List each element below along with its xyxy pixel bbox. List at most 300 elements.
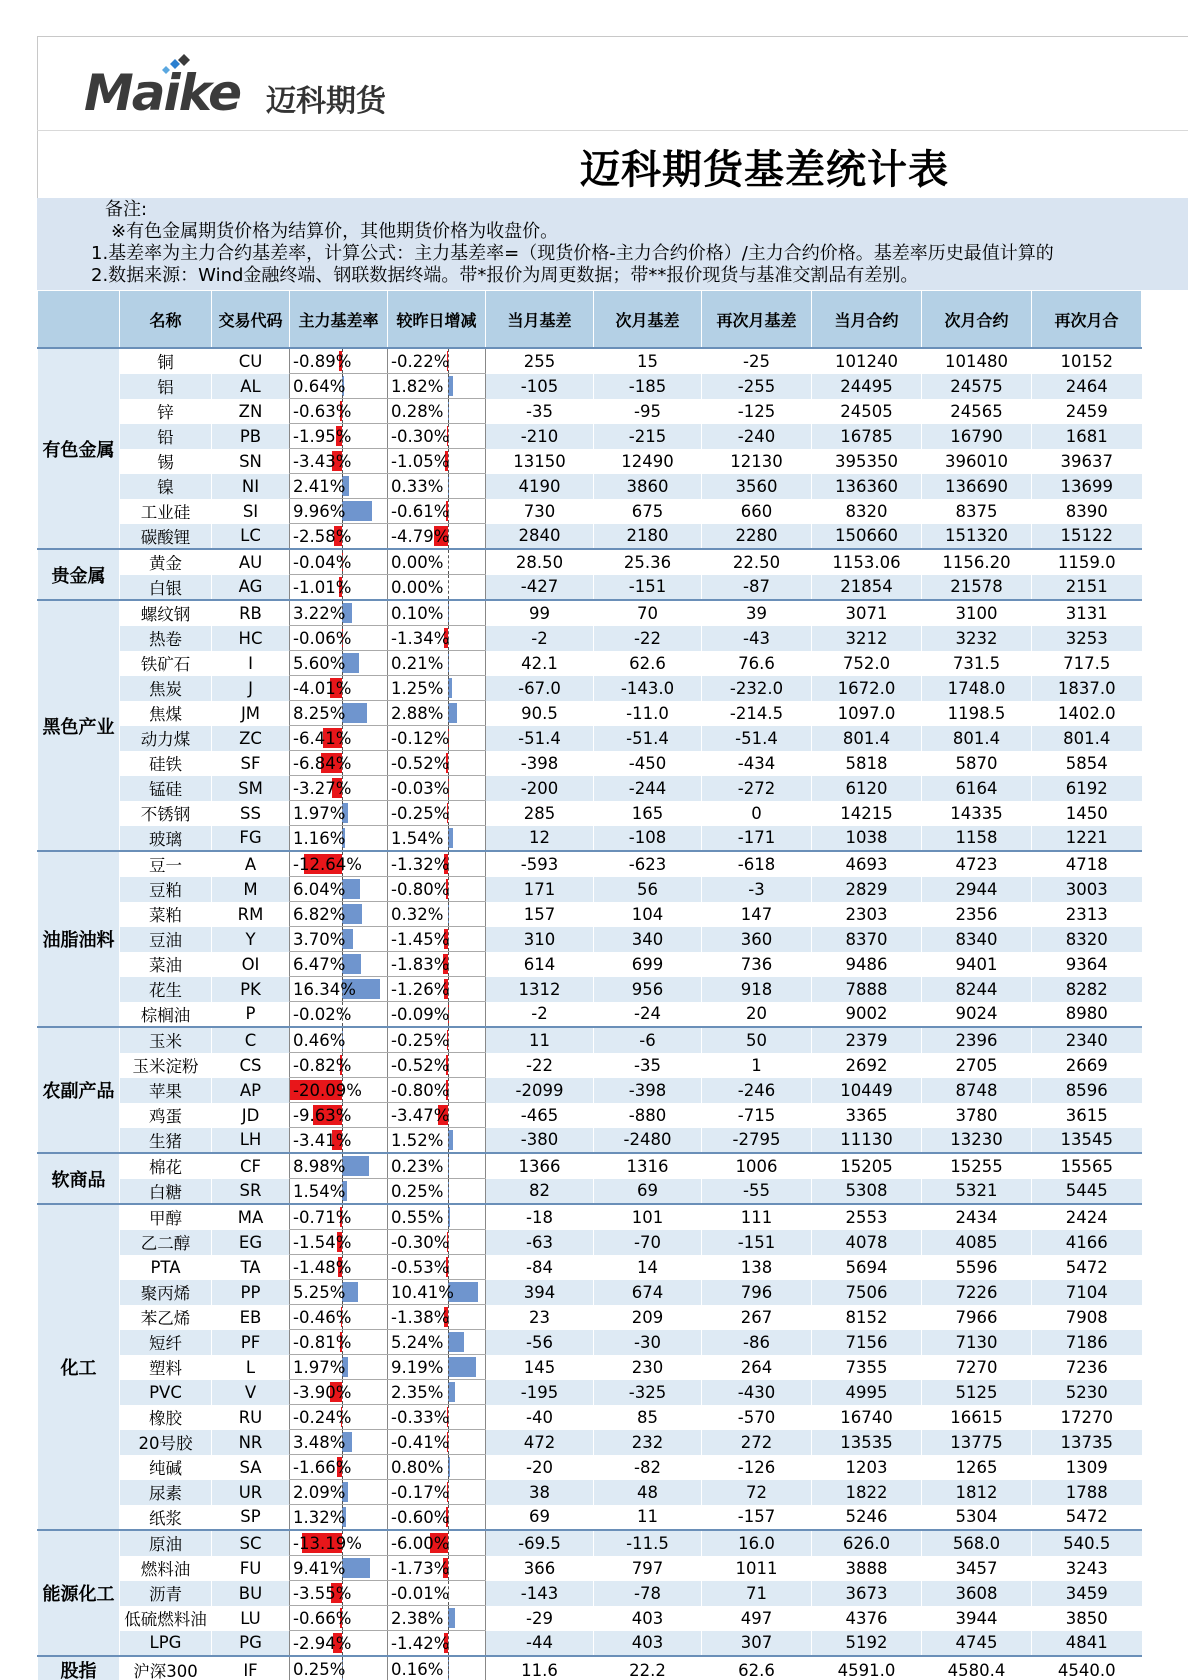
table-row: [38, 1355, 1142, 1380]
third-contract-cell: 2459: [1032, 399, 1142, 424]
next-contract-cell: 3100: [922, 600, 1032, 626]
cur-basis-cell: 23: [486, 1305, 594, 1330]
cur-basis-cell: -143: [486, 1581, 594, 1606]
table-row: [38, 474, 1142, 499]
bar-axis: [448, 601, 449, 625]
name-cell: PVC: [120, 1380, 212, 1405]
name-cell: 生猪: [120, 1128, 212, 1154]
cur-contract-cell: 5246: [812, 1505, 922, 1531]
next-contract-cell: 5321: [922, 1179, 1032, 1205]
next-contract-cell: 801.4: [922, 726, 1032, 751]
bar-axis: [448, 575, 449, 599]
name-cell: 动力煤: [120, 726, 212, 751]
code-cell: BU: [212, 1581, 290, 1606]
third-basis-cell: 72: [702, 1480, 812, 1505]
next-basis-cell: -623: [594, 851, 702, 877]
next-contract-cell: 24565: [922, 399, 1032, 424]
table-row: [38, 826, 1142, 852]
name-cell: 鸡蛋: [120, 1103, 212, 1128]
daily-change-value: -0.01%: [391, 1583, 450, 1603]
main-rate-value: -3.90%: [293, 1382, 352, 1402]
table-row: [38, 600, 1142, 626]
note-heading: 备注:: [105, 199, 148, 220]
name-cell: 花生: [120, 977, 212, 1002]
next-contract-cell: 14335: [922, 801, 1032, 826]
main-rate-bar-cell: [290, 1556, 388, 1581]
cur-contract-cell: 21854: [812, 575, 922, 601]
third-basis-cell: -214.5: [702, 701, 812, 726]
daily-change-value: 1.54%: [391, 828, 444, 848]
header-next-month-basis: 次月基差: [594, 291, 702, 349]
code-cell: AL: [212, 374, 290, 399]
main-rate-bar-cell: [290, 1355, 388, 1380]
header-third-contract: 再次月合: [1032, 291, 1142, 349]
main-rate-value: -0.02%: [293, 1004, 352, 1024]
next-contract-cell: 136690: [922, 474, 1032, 499]
cur-basis-cell: -22: [486, 1053, 594, 1078]
third-basis-cell: -55: [702, 1179, 812, 1205]
cur-basis-cell: -51.4: [486, 726, 594, 751]
daily-change-bar-cell: [388, 399, 486, 424]
third-contract-cell: 15565: [1032, 1153, 1142, 1179]
cur-basis-cell: -18: [486, 1204, 594, 1230]
code-cell: FG: [212, 826, 290, 852]
name-cell: 聚丙烯: [120, 1280, 212, 1305]
main-rate-bar-cell: [290, 1078, 388, 1103]
code-cell: SM: [212, 776, 290, 801]
main-rate-bar-cell: [290, 575, 388, 601]
positive-bar: [448, 703, 457, 723]
code-cell: JD: [212, 1103, 290, 1128]
main-rate-bar-cell: [290, 424, 388, 449]
cur-contract-cell: 9002: [812, 1002, 922, 1028]
third-basis-cell: -171: [702, 826, 812, 852]
daily-change-value: -0.03%: [391, 778, 450, 798]
daily-change-value: 0.55%: [391, 1207, 444, 1227]
table-row: [38, 977, 1142, 1002]
cur-contract-cell: 8370: [812, 927, 922, 952]
next-basis-cell: -2480: [594, 1128, 702, 1154]
third-contract-cell: 13545: [1032, 1128, 1142, 1154]
daily-change-bar-cell: [388, 1204, 486, 1230]
code-cell: SN: [212, 449, 290, 474]
third-basis-cell: -272: [702, 776, 812, 801]
bar-axis: [448, 474, 449, 498]
daily-change-bar-cell: [388, 1631, 486, 1657]
daily-change-bar-cell: [388, 600, 486, 626]
positive-bar: [448, 1332, 464, 1352]
main-rate-value: -9.63%: [293, 1105, 352, 1125]
bar-axis: [448, 1205, 449, 1229]
daily-change-bar-cell: [388, 524, 486, 550]
next-contract-cell: 2356: [922, 902, 1032, 927]
next-contract-cell: 1748.0: [922, 676, 1032, 701]
third-contract-cell: 1159.0: [1032, 549, 1142, 575]
code-cell: SS: [212, 801, 290, 826]
third-basis-cell: -157: [702, 1505, 812, 1531]
cur-contract-cell: 3071: [812, 600, 922, 626]
cur-contract-cell: 2379: [812, 1027, 922, 1053]
main-rate-bar-cell: [290, 1480, 388, 1505]
third-basis-cell: -51.4: [702, 726, 812, 751]
daily-change-value: -0.17%: [391, 1482, 450, 1502]
cur-basis-cell: 28.50: [486, 549, 594, 575]
code-cell: M: [212, 877, 290, 902]
next-basis-cell: 674: [594, 1280, 702, 1305]
main-rate-bar-cell: [290, 1103, 388, 1128]
third-contract-cell: 7908: [1032, 1305, 1142, 1330]
name-cell: 甲醇: [120, 1204, 212, 1230]
third-contract-cell: 13735: [1032, 1430, 1142, 1455]
next-contract-cell: 5125: [922, 1380, 1032, 1405]
table-row: [38, 701, 1142, 726]
third-basis-cell: -43: [702, 626, 812, 651]
third-contract-cell: 15122: [1032, 524, 1142, 550]
cur-basis-cell: -105: [486, 374, 594, 399]
next-basis-cell: 797: [594, 1556, 702, 1581]
main-rate-value: -3.55%: [293, 1583, 352, 1603]
next-contract-cell: 15255: [922, 1153, 1032, 1179]
next-basis-cell: 2180: [594, 524, 702, 550]
daily-change-value: -1.45%: [391, 929, 450, 949]
bar-axis: [448, 1657, 449, 1680]
category-cell: 化工: [38, 1204, 120, 1530]
page-title: 迈科期货基差统计表: [580, 147, 949, 193]
positive-bar: [342, 703, 367, 723]
main-rate-value: 9.96%: [293, 501, 346, 521]
daily-change-value: 5.24%: [391, 1332, 444, 1352]
table-row: [38, 1380, 1142, 1405]
third-contract-cell: 5854: [1032, 751, 1142, 776]
main-rate-value: 2.41%: [293, 476, 346, 496]
daily-change-bar-cell: [388, 952, 486, 977]
next-contract-cell: 7130: [922, 1330, 1032, 1355]
daily-change-value: -0.52%: [391, 1055, 450, 1075]
third-basis-cell: -232.0: [702, 676, 812, 701]
name-cell: 锡: [120, 449, 212, 474]
main-rate-value: -0.89%: [293, 351, 352, 371]
third-basis-cell: 147: [702, 902, 812, 927]
third-contract-cell: 2464: [1032, 374, 1142, 399]
code-cell: AP: [212, 1078, 290, 1103]
table-row: [38, 1405, 1142, 1430]
next-contract-cell: 16615: [922, 1405, 1032, 1430]
daily-change-bar-cell: [388, 1530, 486, 1556]
cur-basis-cell: -44: [486, 1631, 594, 1657]
table-row: [38, 676, 1142, 701]
daily-change-value: -0.80%: [391, 1080, 450, 1100]
next-contract-cell: 7966: [922, 1305, 1032, 1330]
main-rate-value: 3.70%: [293, 929, 346, 949]
name-cell: 塑料: [120, 1355, 212, 1380]
code-cell: RB: [212, 600, 290, 626]
table-row: [38, 1505, 1142, 1531]
daily-change-value: -0.12%: [391, 728, 450, 748]
name-cell: 20号胶: [120, 1430, 212, 1455]
main-rate-bar-cell: [290, 902, 388, 927]
bar-axis: [448, 550, 449, 574]
next-contract-cell: 7226: [922, 1280, 1032, 1305]
name-cell: 玉米淀粉: [120, 1053, 212, 1078]
cur-contract-cell: 150660: [812, 524, 922, 550]
daily-change-value: -1.26%: [391, 979, 450, 999]
code-cell: SR: [212, 1179, 290, 1205]
cur-contract-cell: 752.0: [812, 651, 922, 676]
cur-basis-cell: -593: [486, 851, 594, 877]
name-cell: 沪深300: [120, 1656, 212, 1680]
cur-basis-cell: -210: [486, 424, 594, 449]
cur-contract-cell: 3212: [812, 626, 922, 651]
third-basis-cell: 267: [702, 1305, 812, 1330]
third-contract-cell: 4841: [1032, 1631, 1142, 1657]
third-contract-cell: 2340: [1032, 1027, 1142, 1053]
table-row: [38, 374, 1142, 399]
code-cell: RM: [212, 902, 290, 927]
next-contract-cell: 4723: [922, 851, 1032, 877]
cur-basis-cell: -20: [486, 1455, 594, 1480]
third-basis-cell: 76.6: [702, 651, 812, 676]
main-rate-value: -1.66%: [293, 1457, 352, 1477]
table-row: [38, 575, 1142, 601]
daily-change-bar-cell: [388, 499, 486, 524]
daily-change-value: 0.25%: [391, 1181, 444, 1201]
name-cell: 锌: [120, 399, 212, 424]
next-basis-cell: -78: [594, 1581, 702, 1606]
table-row: [38, 751, 1142, 776]
table-row: [38, 1530, 1142, 1556]
next-basis-cell: 956: [594, 977, 702, 1002]
main-rate-value: -12.64%: [293, 854, 362, 874]
next-contract-cell: 8748: [922, 1078, 1032, 1103]
cur-basis-cell: 1366: [486, 1153, 594, 1179]
next-basis-cell: 232: [594, 1430, 702, 1455]
table-row: [38, 1027, 1142, 1053]
main-rate-value: -0.82%: [293, 1055, 352, 1075]
cur-contract-cell: 1038: [812, 826, 922, 852]
main-rate-bar-cell: [290, 1002, 388, 1028]
next-basis-cell: 22.2: [594, 1656, 702, 1680]
positive-bar: [342, 1558, 370, 1578]
note-line-3: 2.数据来源：Wind金融终端、钢联数据终端。带*报价为周更数据；带**报价现货与基准交割品有差别。: [91, 265, 919, 286]
third-basis-cell: 918: [702, 977, 812, 1002]
third-contract-cell: 1450: [1032, 801, 1142, 826]
third-basis-cell: 2280: [702, 524, 812, 550]
third-contract-cell: 2151: [1032, 575, 1142, 601]
cur-basis-cell: -380: [486, 1128, 594, 1154]
cur-contract-cell: 4591.0: [812, 1656, 922, 1680]
table-row: [38, 524, 1142, 550]
table-row: [38, 851, 1142, 877]
name-cell: 苹果: [120, 1078, 212, 1103]
next-basis-cell: 165: [594, 801, 702, 826]
header-current-contract: 当月合约: [812, 291, 922, 349]
daily-change-value: 0.32%: [391, 904, 444, 924]
header-divider: [37, 130, 1188, 131]
daily-change-value: 0.00%: [391, 577, 444, 597]
name-cell: 短纤: [120, 1330, 212, 1355]
cur-contract-cell: 395350: [812, 449, 922, 474]
table-row: [38, 1230, 1142, 1255]
name-cell: 焦煤: [120, 701, 212, 726]
next-contract-cell: 3457: [922, 1556, 1032, 1581]
cur-basis-cell: -200: [486, 776, 594, 801]
daily-change-bar-cell: [388, 1355, 486, 1380]
main-rate-value: -2.58%: [293, 526, 352, 546]
third-contract-cell: 39637: [1032, 449, 1142, 474]
third-basis-cell: -86: [702, 1330, 812, 1355]
main-rate-value: 0.46%: [293, 1030, 346, 1050]
main-rate-value: 1.16%: [293, 828, 346, 848]
next-basis-cell: 1316: [594, 1153, 702, 1179]
cur-basis-cell: 90.5: [486, 701, 594, 726]
third-basis-cell: 50: [702, 1027, 812, 1053]
daily-change-bar-cell: [388, 701, 486, 726]
main-rate-bar-cell: [290, 524, 388, 550]
code-cell: ZC: [212, 726, 290, 751]
main-rate-bar-cell: [290, 1606, 388, 1631]
third-basis-cell: 264: [702, 1355, 812, 1380]
daily-change-bar-cell: [388, 474, 486, 499]
bar-axis: [448, 1455, 449, 1479]
daily-change-value: -1.42%: [391, 1633, 450, 1653]
next-basis-cell: -880: [594, 1103, 702, 1128]
code-cell: MA: [212, 1204, 290, 1230]
daily-change-value: -1.73%: [391, 1558, 450, 1578]
third-basis-cell: -25: [702, 348, 812, 374]
name-cell: 纸浆: [120, 1505, 212, 1531]
basis-table: [37, 290, 1142, 1680]
daily-change-bar-cell: [388, 1480, 486, 1505]
cur-basis-cell: -195: [486, 1380, 594, 1405]
header-category: [38, 291, 120, 349]
third-contract-cell: 1788: [1032, 1480, 1142, 1505]
next-basis-cell: -325: [594, 1380, 702, 1405]
name-cell: 玻璃: [120, 826, 212, 852]
name-cell: 白银: [120, 575, 212, 601]
third-basis-cell: 497: [702, 1606, 812, 1631]
cur-contract-cell: 24505: [812, 399, 922, 424]
cur-basis-cell: -56: [486, 1330, 594, 1355]
next-contract-cell: 24575: [922, 374, 1032, 399]
name-cell: 苯乙烯: [120, 1305, 212, 1330]
next-contract-cell: 101480: [922, 348, 1032, 374]
main-rate-bar-cell: [290, 1380, 388, 1405]
main-rate-value: -1.01%: [293, 577, 352, 597]
third-contract-cell: 801.4: [1032, 726, 1142, 751]
daily-change-bar-cell: [388, 424, 486, 449]
main-rate-bar-cell: [290, 1053, 388, 1078]
main-rate-value: -0.71%: [293, 1207, 352, 1227]
main-rate-bar-cell: [290, 1530, 388, 1556]
next-contract-cell: 5596: [922, 1255, 1032, 1280]
next-contract-cell: 13230: [922, 1128, 1032, 1154]
cur-basis-cell: 13150: [486, 449, 594, 474]
table-row: [38, 1330, 1142, 1355]
logo-brand-cn: 迈科期货: [266, 84, 386, 119]
third-contract-cell: 8282: [1032, 977, 1142, 1002]
header-row: [38, 291, 1142, 349]
main-rate-value: 6.82%: [293, 904, 346, 924]
category-cell: 能源化工: [38, 1530, 120, 1656]
main-rate-value: 9.41%: [293, 1558, 346, 1578]
third-contract-cell: 8320: [1032, 927, 1142, 952]
next-basis-cell: 209: [594, 1305, 702, 1330]
main-rate-value: -1.54%: [293, 1232, 352, 1252]
daily-change-bar-cell: [388, 1128, 486, 1154]
third-basis-cell: 1006: [702, 1153, 812, 1179]
third-basis-cell: -87: [702, 575, 812, 601]
daily-change-bar-cell: [388, 1027, 486, 1053]
daily-change-bar-cell: [388, 1002, 486, 1028]
positive-bar: [342, 501, 372, 521]
code-cell: JM: [212, 701, 290, 726]
third-basis-cell: 71: [702, 1581, 812, 1606]
main-rate-bar-cell: [290, 549, 388, 575]
main-rate-bar-cell: [290, 726, 388, 751]
third-basis-cell: -715: [702, 1103, 812, 1128]
cur-contract-cell: 5818: [812, 751, 922, 776]
next-basis-cell: 15: [594, 348, 702, 374]
main-rate-bar-cell: [290, 952, 388, 977]
code-cell: SP: [212, 1505, 290, 1531]
table-row: [38, 952, 1142, 977]
third-contract-cell: 1681: [1032, 424, 1142, 449]
third-basis-cell: 22.50: [702, 549, 812, 575]
third-contract-cell: 3615: [1032, 1103, 1142, 1128]
daily-change-bar-cell: [388, 851, 486, 877]
next-basis-cell: -24: [594, 1002, 702, 1028]
table-row: [38, 1179, 1142, 1205]
next-contract-cell: 3780: [922, 1103, 1032, 1128]
third-basis-cell: -151: [702, 1230, 812, 1255]
next-basis-cell: 85: [594, 1405, 702, 1430]
cur-basis-cell: -29: [486, 1606, 594, 1631]
cur-contract-cell: 3365: [812, 1103, 922, 1128]
daily-change-bar-cell: [388, 1078, 486, 1103]
third-contract-cell: 3253: [1032, 626, 1142, 651]
daily-change-value: 2.38%: [391, 1608, 444, 1628]
cur-contract-cell: 4693: [812, 851, 922, 877]
note-line-1: ※有色金属期货价格为结算价，其他期货价格为收盘价。: [111, 221, 559, 242]
next-basis-cell: -11.5: [594, 1530, 702, 1556]
cur-contract-cell: 16740: [812, 1405, 922, 1430]
name-cell: 锰硅: [120, 776, 212, 801]
name-cell: 棉花: [120, 1153, 212, 1179]
main-rate-value: -0.24%: [293, 1407, 352, 1427]
next-contract-cell: 3232: [922, 626, 1032, 651]
third-contract-cell: 7236: [1032, 1355, 1142, 1380]
third-basis-cell: -3: [702, 877, 812, 902]
code-cell: AG: [212, 575, 290, 601]
next-basis-cell: 25.36: [594, 549, 702, 575]
main-rate-bar-cell: [290, 1330, 388, 1355]
header-code: 交易代码: [212, 291, 290, 349]
next-contract-cell: 731.5: [922, 651, 1032, 676]
cur-contract-cell: 4078: [812, 1230, 922, 1255]
third-contract-cell: 1837.0: [1032, 676, 1142, 701]
bar-axis: [448, 1380, 449, 1404]
cur-contract-cell: 11130: [812, 1128, 922, 1154]
main-rate-value: 2.09%: [293, 1482, 346, 1502]
daily-change-bar-cell: [388, 977, 486, 1002]
cur-contract-cell: 13535: [812, 1430, 922, 1455]
main-rate-value: -0.06%: [293, 628, 352, 648]
code-cell: L: [212, 1355, 290, 1380]
cur-basis-cell: 614: [486, 952, 594, 977]
name-cell: 热卷: [120, 626, 212, 651]
name-cell: 乙二醇: [120, 1230, 212, 1255]
table-row: [38, 1606, 1142, 1631]
